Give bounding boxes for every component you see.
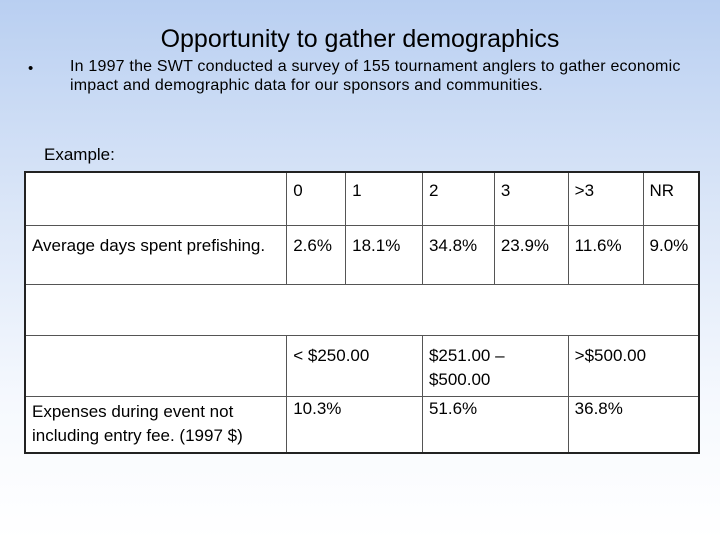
days-value-cell: 34.8% [422,225,494,284]
days-header-cell: 2 [422,172,494,225]
days-header-cell: >3 [568,172,643,225]
expense-header-row [25,335,699,396]
header-blank-cell [25,335,287,396]
expense-header-cell: $251.00 – $500.00 [422,335,568,396]
days-row-label: Average days spent prefishing. [25,225,287,284]
spacer-row [25,284,699,335]
days-value-cell: 18.1% [346,225,423,284]
days-header-cell: 0 [287,172,346,225]
expense-value-cell: 10.3% [287,396,423,453]
days-value-cell: 23.9% [494,225,568,284]
empty-cell [25,284,699,335]
days-header-cell: 1 [346,172,423,225]
days-value-cell: 11.6% [568,225,643,284]
example-label: Example: [44,145,115,164]
days-value-cell: 9.0% [643,225,699,284]
days-values-row [25,225,699,284]
days-header-row [25,172,699,225]
expense-value-cell: 36.8% [568,396,699,453]
expense-row-label: Expenses during event not including entry fee. (1997 $) [25,396,287,453]
survey-table [24,171,700,454]
slide-title: Opportunity to gather demographics [160,25,560,53]
bullet-dot: • [28,60,34,77]
header-blank-cell [25,172,287,225]
bullet-text: In 1997 the SWT conducted a survey of 155 tournament anglers to gather economic impact and demographic data for our sponsors and communities. [70,58,681,94]
expense-header-cell: >$500.00 [568,335,699,396]
expense-values-row [25,396,699,453]
days-value-cell: 2.6% [287,225,346,284]
expense-value-cell: 51.6% [422,396,568,453]
days-header-cell: NR [643,172,699,225]
expense-header-cell: < $250.00 [287,335,423,396]
days-header-cell: 3 [494,172,568,225]
